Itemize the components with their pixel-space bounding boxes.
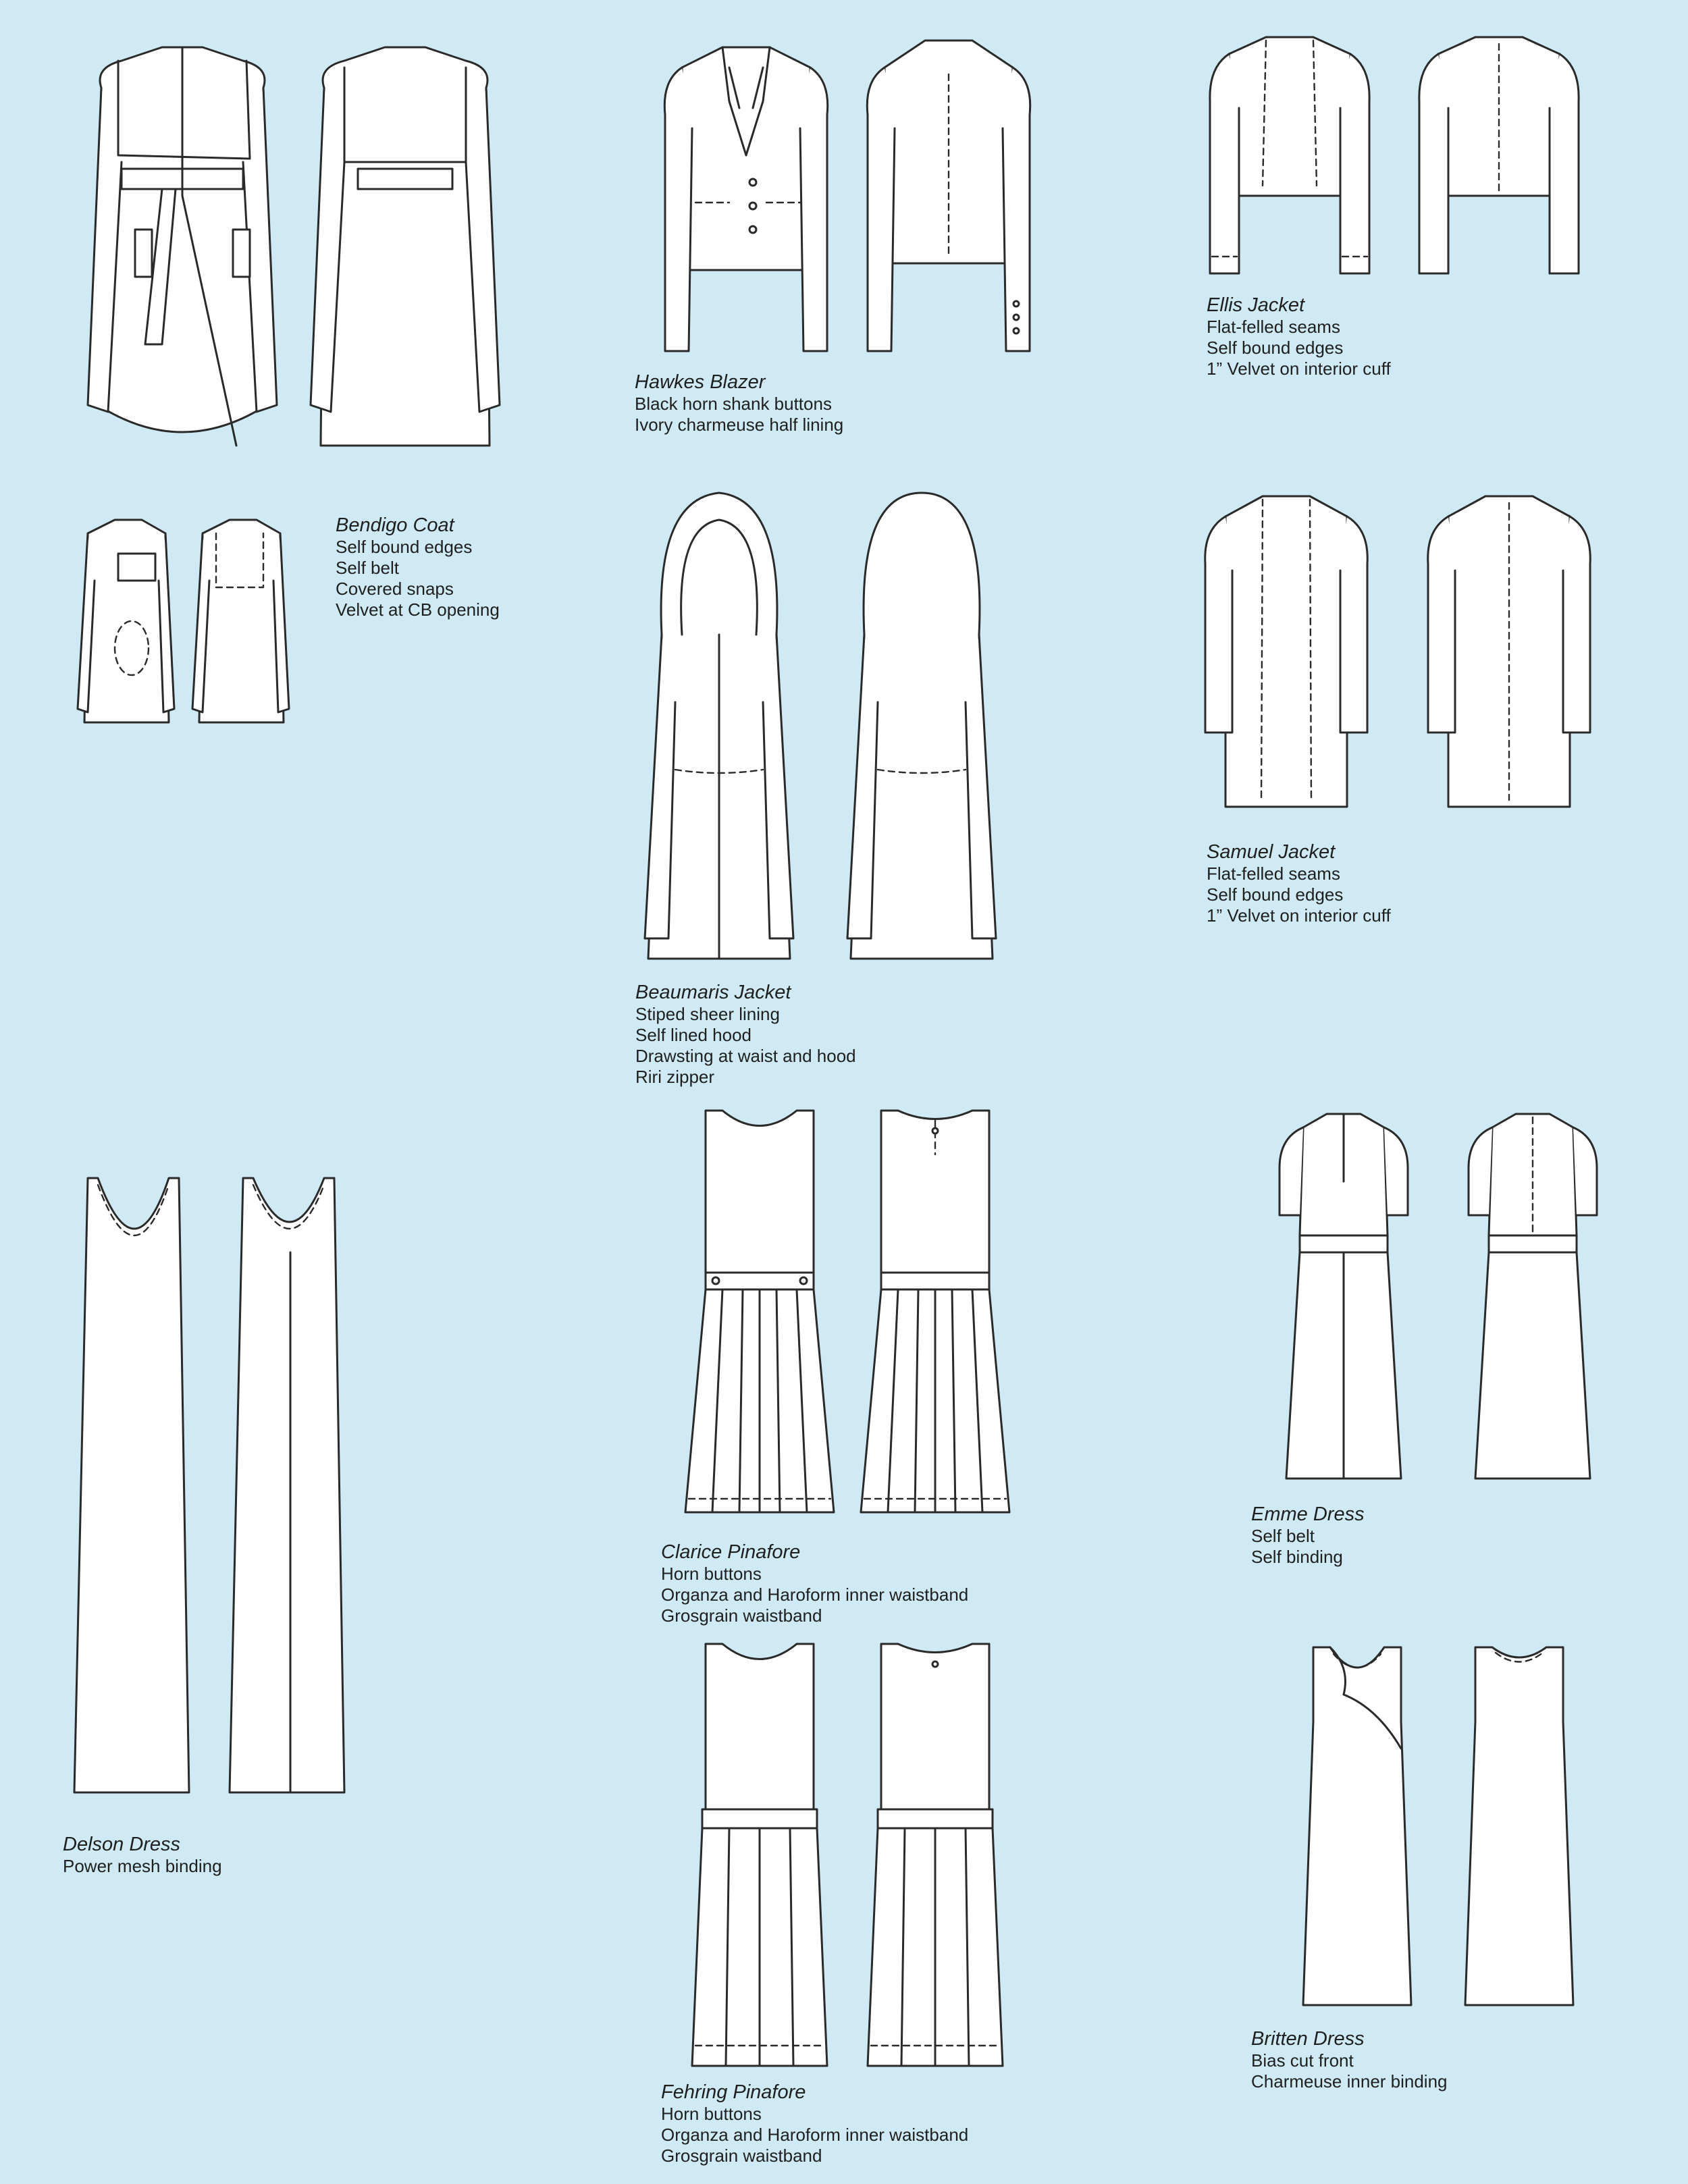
garment-note: Charmeuse inner binding	[1251, 2071, 1448, 2092]
samuel-jacket-back-sketch	[1418, 489, 1600, 810]
emme-dress-front-sketch	[1269, 1107, 1418, 1485]
clarice-pinafore-back-sketch	[858, 1107, 1013, 1519]
garment-name: Fehring Pinafore	[661, 2081, 806, 2103]
britten-dress-front-sketch	[1296, 1641, 1418, 2012]
garment-note: 1” Velvet on interior cuff	[1207, 358, 1391, 379]
samuel-jacket-front-sketch	[1195, 489, 1377, 810]
caption-hawkes-blazer	[635, 371, 843, 435]
garment-note: Self belt	[336, 558, 399, 578]
emme-dress-back-sketch	[1458, 1107, 1607, 1485]
fehring-pinafore-front-sketch	[682, 1641, 837, 2073]
garment-note: Organza and Haroform inner waistband	[661, 1584, 969, 1605]
garment-note: Grosgrain waistband	[661, 1605, 822, 1626]
ellis-jacket-back-sketch	[1411, 27, 1587, 277]
delson-dress-back-sketch	[223, 1171, 358, 1792]
caption-fehring-pinafore	[661, 2081, 968, 2166]
garment-note: Ivory charmeuse half lining	[635, 415, 844, 435]
garment-name: Delson Dress	[63, 1834, 181, 1855]
caption-ellis-jacket	[1207, 294, 1391, 379]
britten-dress-back-sketch	[1458, 1641, 1580, 2012]
garment-note: Riri zipper	[635, 1067, 715, 1087]
garment-name: Bendigo Coat	[336, 514, 454, 536]
beaumaris-jacket-back-sketch	[837, 486, 1006, 972]
hawkes-blazer-front-sketch	[655, 27, 837, 358]
caption-bendigo-coat	[336, 514, 500, 620]
clarice-pinafore-front-sketch	[682, 1107, 837, 1519]
bendigo-coat-front-sketch	[81, 27, 284, 459]
garment-note: Self binding	[1251, 1547, 1343, 1567]
garment-note: Self bound edges	[1207, 884, 1344, 905]
caption-delson-dress	[63, 1834, 222, 1877]
garment-note: Black horn shank buttons	[635, 394, 832, 414]
garment-note: Covered snaps	[336, 579, 454, 599]
garment-note: Flat-felled seams	[1207, 863, 1340, 884]
caption-clarice-pinafore	[661, 1541, 968, 1626]
bendigo-coat-back-sketch	[304, 27, 506, 459]
garment-note: Self bound edges	[1207, 338, 1344, 358]
garment-note: Self bound edges	[336, 537, 473, 557]
hawkes-blazer-back-sketch	[858, 27, 1040, 358]
garment-note: Drawsting at waist and hood	[635, 1046, 856, 1066]
caption-samuel-jacket	[1207, 841, 1391, 926]
garment-name: Britten Dress	[1251, 2028, 1365, 2050]
garment-name: Emme Dress	[1251, 1503, 1365, 1525]
beaumaris-jacket-front-sketch	[635, 486, 803, 972]
garment-note: Self belt	[1251, 1526, 1315, 1546]
garment-note: Organza and Haroform inner waistband	[661, 2125, 969, 2145]
garment-name: Clarice Pinafore	[661, 1541, 801, 1563]
delson-dress-front-sketch	[68, 1171, 203, 1792]
caption-emme-dress	[1251, 1503, 1365, 1568]
fehring-pinafore-back-sketch	[858, 1641, 1013, 2073]
garment-note: Horn buttons	[661, 2104, 762, 2124]
ellis-jacket-front-sketch	[1202, 27, 1377, 277]
garment-note: Self lined hood	[635, 1025, 752, 1045]
garment-note: Grosgrain waistband	[661, 2146, 822, 2166]
garment-name: Beaumaris Jacket	[635, 982, 791, 1003]
garment-note: Power mesh binding	[63, 1856, 222, 1876]
garment-note: 1” Velvet on interior cuff	[1207, 905, 1391, 926]
garment-note: Velvet at CB opening	[336, 600, 500, 620]
garment-note: Horn buttons	[661, 1564, 762, 1584]
garment-note: Flat-felled seams	[1207, 317, 1340, 337]
caption-britten-dress	[1251, 2028, 1448, 2092]
caption-beaumaris-jacket	[635, 982, 856, 1088]
garment-name: Hawkes Blazer	[635, 371, 766, 393]
bendigo-coat-lining-sketch	[189, 513, 290, 729]
garment-note: Stiped sheer lining	[635, 1004, 780, 1024]
garment-note: Bias cut front	[1251, 2050, 1354, 2071]
garment-name: Samuel Jacket	[1207, 841, 1336, 863]
bendigo-coat-inside-sketch	[74, 513, 176, 729]
garment-name: Ellis Jacket	[1207, 294, 1305, 316]
